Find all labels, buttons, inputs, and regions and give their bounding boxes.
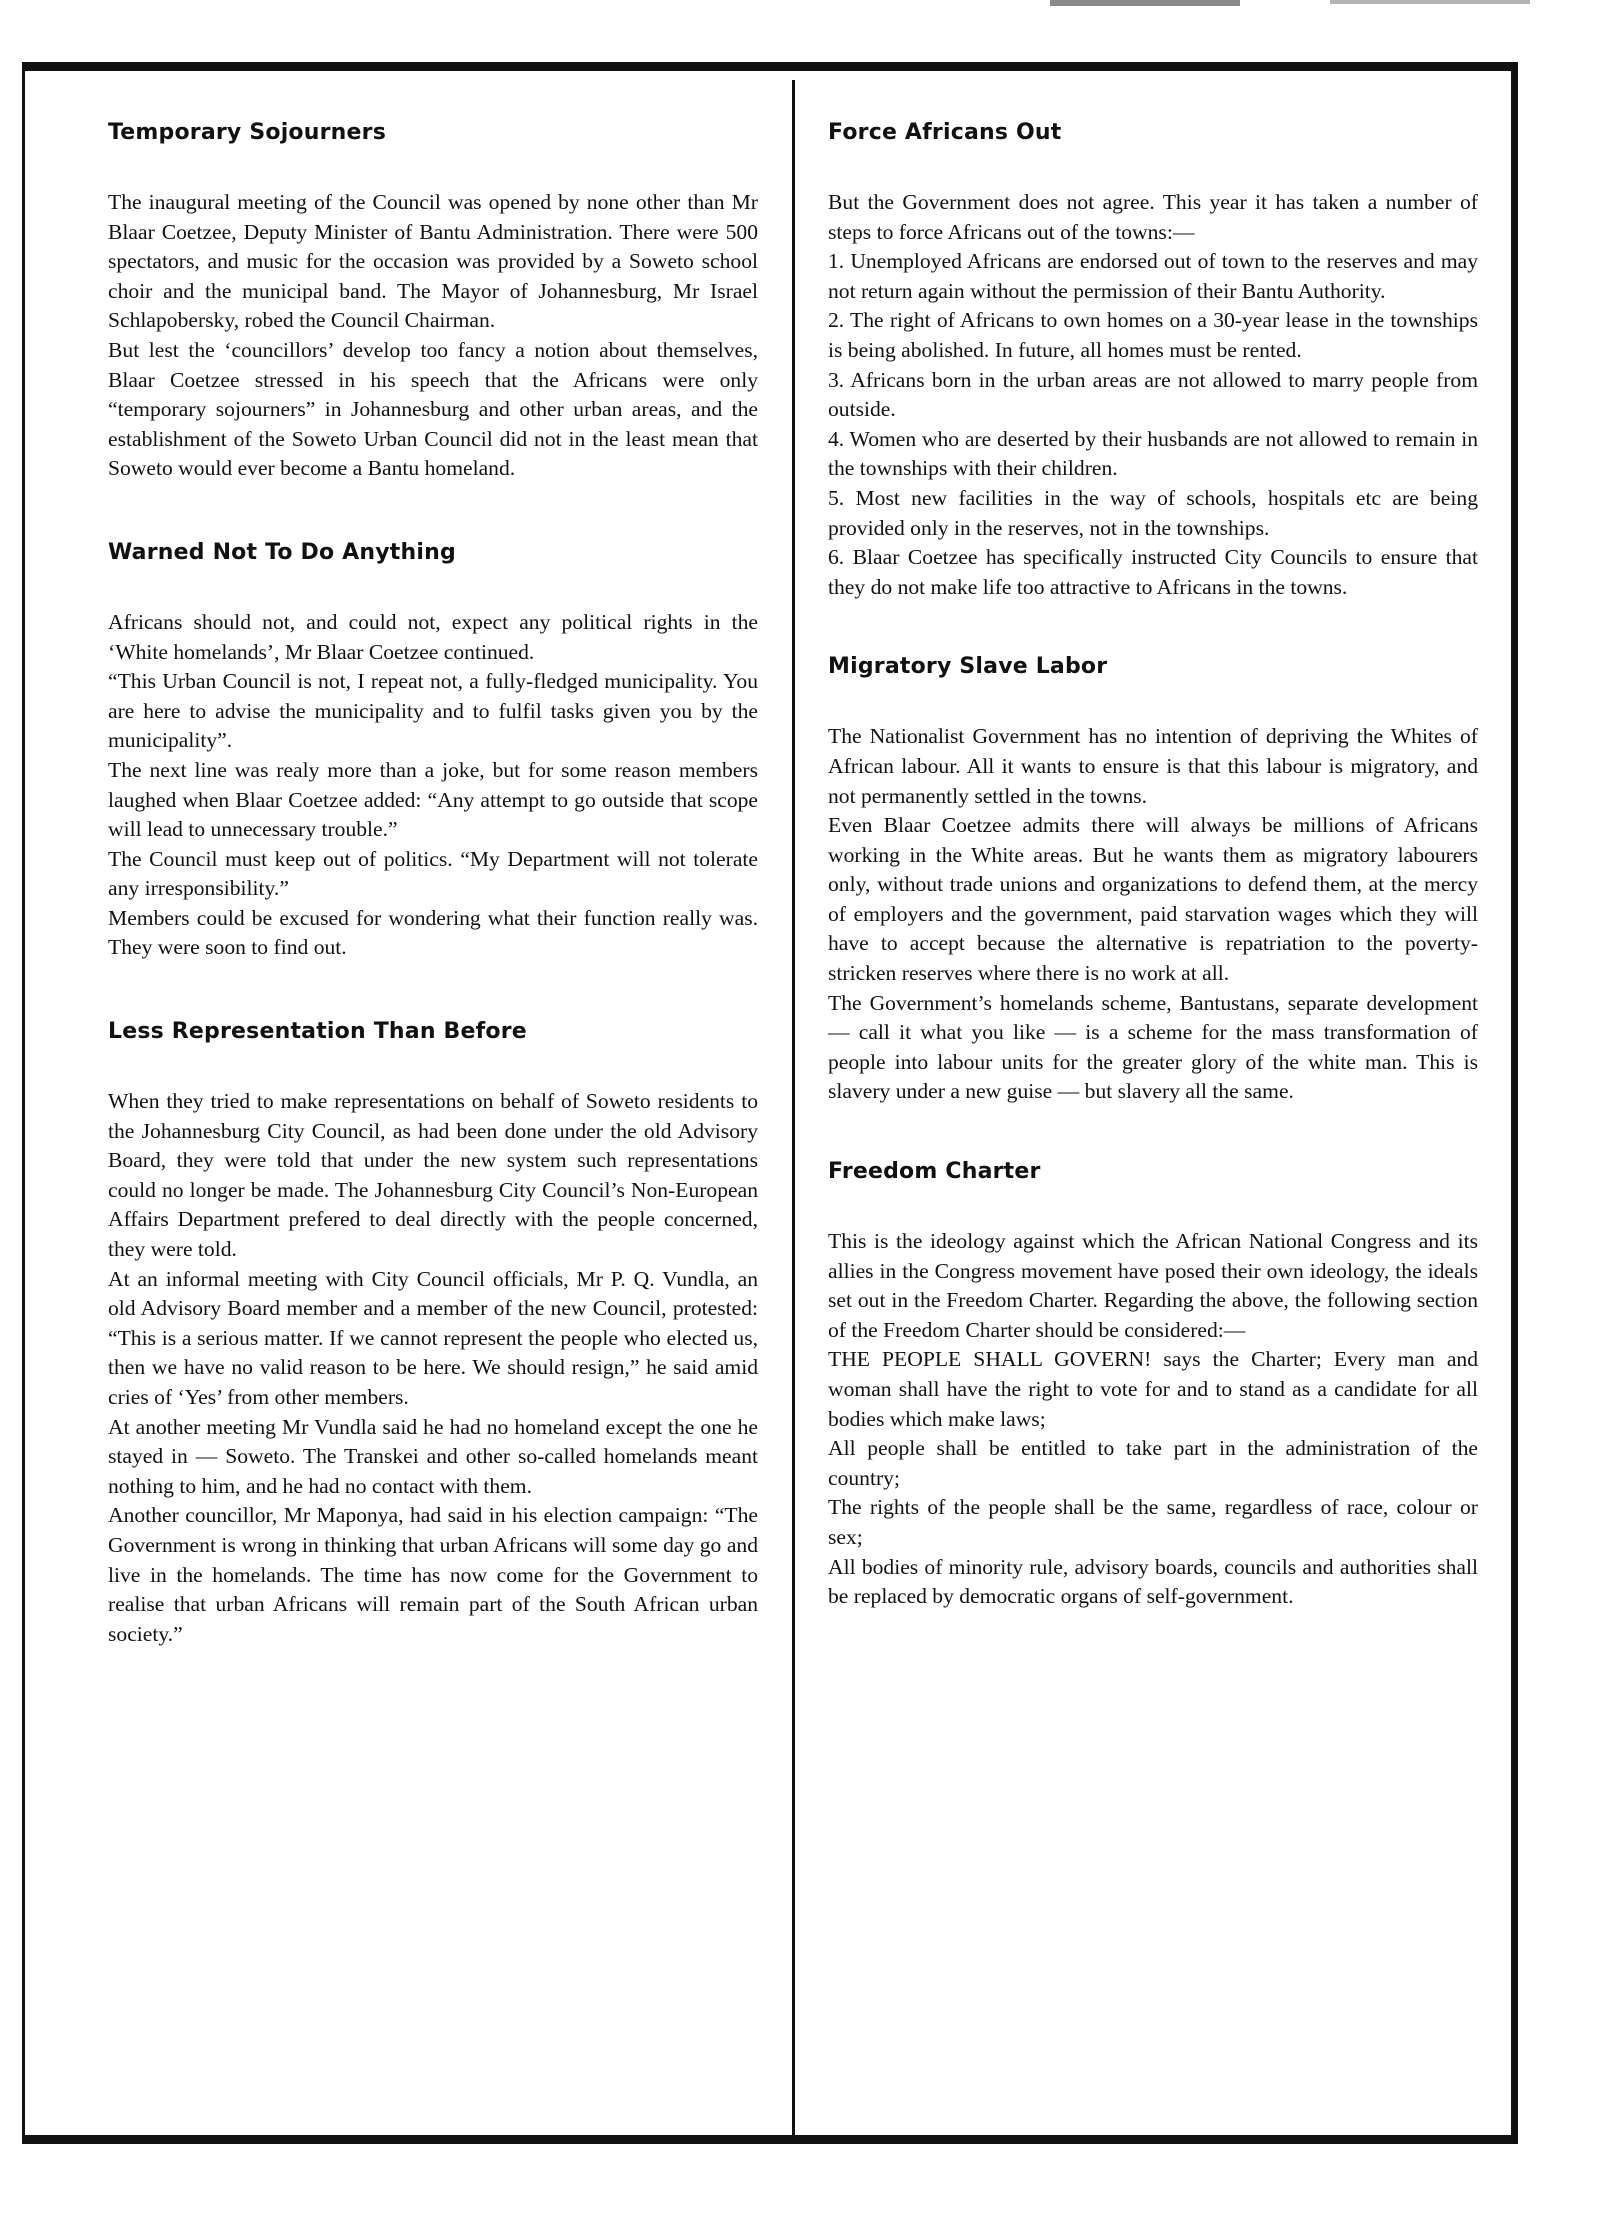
paragraph: Another councillor, Mr Maponya, had said in his election campaign: “The Government is wrong in thinking that urban Africans will some day go and live in the homelands. The time has now come for the Government to realise that urban Africans will remain part of the South African urban society.” xyxy=(108,1503,758,1646)
paragraph: At another meeting Mr Vundla said he had no homeland except the one he stayed in — Soweto. The Transkei and other so-called homelands meant nothing to him, and he had no contact with them. xyxy=(108,1414,758,1498)
scan-artifact-top-right xyxy=(1330,0,1530,4)
section-warned-not-to-do-anything xyxy=(108,538,758,963)
paragraph: THE PEOPLE SHALL GOVERN! says the Charter; Every man and woman shall have the right to vote for and to stand as a candidate for all bodies which make laws; xyxy=(828,1347,1478,1431)
list-item: 2. The right of Africans to own homes on a 30-year lease in the townships is being abolished. In future, all homes must be rented. xyxy=(828,308,1478,362)
right-column xyxy=(828,118,1478,1612)
list-item: 5. Most new facilities in the way of schools, hospitals etc are being provided only in the reserves, not in the townships. xyxy=(828,485,1478,540)
section-migratory-slave-labor xyxy=(828,652,1478,1107)
paragraph: The inaugural meeting of the Council was opened by none other than Mr Blaar Coetzee, Deputy Minister of Bantu Administration. There were 500 spectators, and music for the occasion was provided by a Soweto school choir and the municipal band. The Mayor of Johannesburg, Mr Israel Schlapobersky, robed the Council Chairman. xyxy=(108,190,758,333)
section-less-representation xyxy=(108,1017,758,1649)
list-item: 1. Unemployed Africans are endorsed out of town to the reserves and may not return again without the permission of their Bantu Authority. xyxy=(828,249,1478,303)
column-divider xyxy=(792,80,795,2138)
paragraph: When they tried to make representations on behalf of Soweto residents to the Johannesburg City Council, as had been done under the old Advisory Board, they were told that under the new system such representations could no longer be made. The Johannesburg City Council’s Non-European Affairs Department prefered to deal directly with the people concerned, they were told. xyxy=(108,1089,758,1262)
paragraph: Even Blaar Coetzee admits there will always be millions of Africans working in the White areas. But he wants them as migratory labourers only, without trade unions and organizations to defend them, at the mercy of employers and the government, paid starvation wages which they will have to accept because the alternative is repatriation to the poverty-stricken reserves where there is no work at all. xyxy=(828,813,1478,986)
list-item: 3. Africans born in the urban areas are not allowed to marry people from outside. xyxy=(828,367,1478,422)
left-column xyxy=(108,118,758,1649)
section-heading: Less Representation Than Before xyxy=(108,1019,527,1045)
paragraph: All bodies of minority rule, advisory boards, councils and authorities shall be replaced by democratic organs of self-government. xyxy=(828,1554,1478,1609)
section-temporary-sojourners xyxy=(108,118,758,484)
section-heading: Temporary Sojourners xyxy=(108,120,386,145)
scan-artifact-top xyxy=(1050,0,1240,6)
paragraph: Members could be excused for wondering what their function really was. They were soon to find out. xyxy=(108,905,758,960)
paragraph: Africans should not, and could not, expect any political rights in the ‘White homelands’, Mr Blaar Coetzee continued. xyxy=(108,609,758,664)
paragraph: “This Urban Council is not, I repeat not, a fully-fledged municipality. You are here to advise the municipality and to fulfil tasks given you by the municipality”. xyxy=(108,669,758,753)
paragraph: At an informal meeting with City Council officials, Mr P. Q. Vundla, an old Advisory Board member and a member of the new Council, protested: “This is a serious matter. If we cannot represent the people who elected us, then we have no valid reason to be here. We should resign,” he said amid cries of ‘Yes’ from other members. xyxy=(108,1266,758,1409)
paragraph: The rights of the people shall be the same, regardless of race, colour or sex; xyxy=(828,1495,1478,1549)
section-heading: Migratory Slave Labor xyxy=(828,654,1108,680)
paragraph: This is the ideology against which the African National Congress and its allies in the Congress movement have posed their own ideology, the ideals set out in the Freedom Charter. Regarding the above, the following section of the Freedom Charter should be considered:— xyxy=(828,1229,1478,1342)
section-freedom-charter xyxy=(828,1157,1478,1612)
paragraph: But the Government does not agree. This year it has taken a number of steps to force Africans out of the towns:— xyxy=(828,190,1478,244)
paragraph: The Government’s homelands scheme, Bantustans, separate development — call it what you like — is a scheme for the mass transformation of people into labour units for the greater glory of the white man. This is slavery under a new guise — but slavery all the same. xyxy=(828,990,1478,1104)
section-heading: Force Africans Out xyxy=(828,120,1062,145)
paragraph: The next line was realy more than a joke, but for some reason members laughed when Blaar Coetzee added: “Any attempt to go outside that scope will lead to unnecessary trouble.” xyxy=(108,757,758,842)
paragraph: All people shall be entitled to take part in the administration of the country; xyxy=(828,1436,1478,1490)
list-item: 6. Blaar Coetzee has specifically instructed City Councils to ensure that they do not make life too attractive to Africans in the towns. xyxy=(828,545,1478,599)
list-item: 4. Women who are deserted by their husbands are not allowed to remain in the townships with their children. xyxy=(828,426,1478,481)
paragraph: The Nationalist Government has no intention of depriving the Whites of African labour. All it wants to ensure is that this labour is migratory, and not permanently settled in the towns. xyxy=(828,724,1478,808)
section-heading: Freedom Charter xyxy=(828,1159,1041,1185)
section-force-africans-out xyxy=(828,118,1478,602)
section-heading: Warned Not To Do Anything xyxy=(108,539,456,565)
paragraph: The Council must keep out of politics. “My Department will not tolerate any irresponsibility.” xyxy=(108,846,758,901)
paragraph: But lest the ‘councillors’ develop too fancy a notion about themselves, Blaar Coetzee stressed in his speech that the Africans were only “temporary sojourners” in Johannesburg and other urban areas, and the establishment of the Soweto Urban Council did not in the least mean that Soweto would ever become a Bantu homeland. xyxy=(108,337,758,481)
